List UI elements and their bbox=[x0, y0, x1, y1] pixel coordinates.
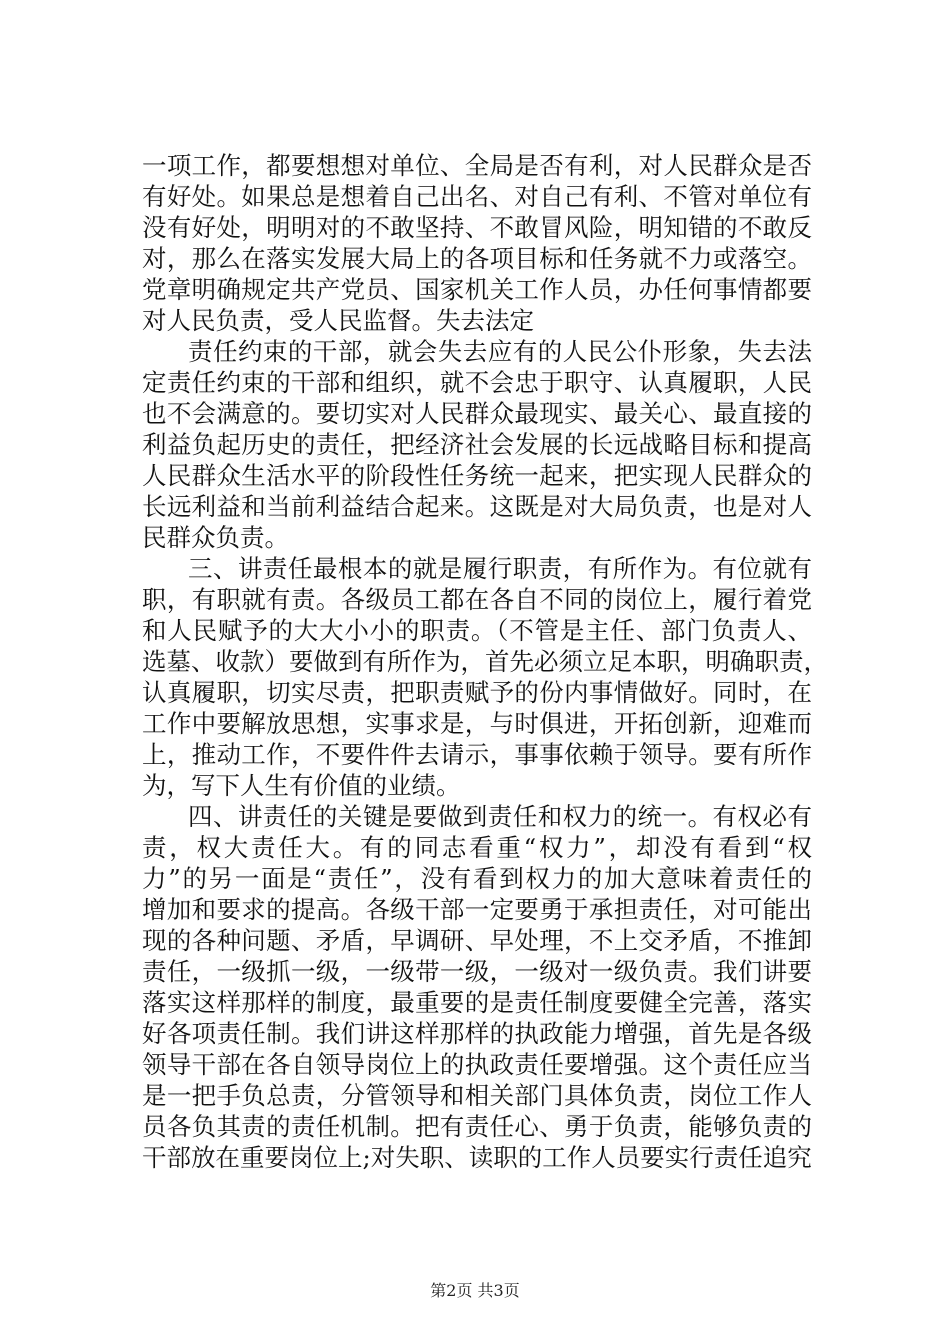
text-line: 好各项责任制。我们讲这样那样的执政能力增强，首先是各级 bbox=[142, 1019, 812, 1048]
text-line: 对，那么在落实发展大局上的各项目标和任务就不力或落空。 bbox=[142, 244, 812, 273]
text-line: 和人民赋予的大大小小的职责。（不管是主任、部门负责人、 bbox=[142, 616, 812, 645]
paragraph bbox=[142, 150, 812, 336]
text-line: 上，推动工作，不要件件去请示，事事依赖于领导。要有所作 bbox=[142, 740, 812, 769]
text-line: 干部放在重要岗位上;对失职、读职的工作人员要实行责任追究 bbox=[142, 1143, 812, 1172]
text-line: 选墓、收款）要做到有所作为，首先必须立足本职，明确职责， bbox=[142, 647, 828, 676]
paragraph bbox=[142, 553, 828, 801]
text-line: 职，有职就有责。各级员工都在各自不同的岗位上，履行着党 bbox=[142, 585, 812, 614]
text-line: 利益负起历史的责任，把经济社会发展的长远战略目标和提高 bbox=[142, 430, 812, 459]
text-line: 增加和要求的提高。各级干部一定要勇于承担责任，对可能出 bbox=[142, 895, 812, 924]
paragraph bbox=[142, 801, 812, 1173]
text-line: 认真履职，切实尽责，把职责赋予的份内事情做好。同时，在 bbox=[142, 678, 812, 707]
text-line: 四、讲责任的关键是要做到责任和权力的统一。有权必有 bbox=[188, 802, 812, 831]
text-line: 是一把手负总责，分管领导和相关部门具体负责，岗位工作人 bbox=[142, 1081, 812, 1110]
text-line: 工作中要解放思想，实事求是，与时俱进，开拓创新，迎难而 bbox=[142, 709, 812, 738]
text-line: 党章明确规定共产党员、国家机关工作人员，办任何事情都要 bbox=[142, 275, 812, 304]
text-line: 没有好处，明明对的不敢坚持、不敢冒风险，明知错的不敢反 bbox=[142, 213, 812, 242]
text-line: 一项工作，都要想想对单位、全局是否有利，对人民群众是否 bbox=[142, 151, 812, 180]
text-line: 落实这样那样的制度，最重要的是责任制度要健全完善，落实 bbox=[142, 988, 812, 1017]
text-line: 现的各种问题、矛盾，早调研、早处理，不上交矛盾，不推卸 bbox=[142, 926, 812, 955]
text-line: 人民群众生活水平的阶段性任务统一起来，把实现人民群众的 bbox=[142, 461, 812, 490]
text-line: 对人民负责，受人民监督。失去法定 bbox=[142, 306, 534, 335]
text-line: 长远利益和当前利益结合起来。这既是对大局负责，也是对人 bbox=[142, 492, 812, 521]
text-line: 为，写下人生有价值的业绩。 bbox=[142, 771, 461, 800]
document-body bbox=[142, 150, 828, 1173]
text-line: 有好处。如果总是想着自己出名、对自己有利、不管对单位有 bbox=[142, 182, 812, 211]
text-line: 员各负其责的责任机制。把有责任心、勇于负责，能够负责的 bbox=[142, 1112, 812, 1141]
text-line: 领导干部在各自领导岗位上的执政责任要增强。这个责任应当 bbox=[142, 1050, 812, 1079]
text-line: 民群众负责。 bbox=[142, 523, 289, 552]
paragraph bbox=[142, 336, 812, 553]
text-line: 责，权大责任大。有的同志看重“权力”，却没有看到“权 bbox=[142, 833, 812, 862]
text-line: 定责任约束的干部和组织，就不会忠于职守、认真履职，人民 bbox=[142, 368, 812, 397]
text-line: 责任，一级抓一级，一级带一级，一级对一级负责。我们讲要 bbox=[142, 957, 812, 986]
text-line: 力”的另一面是“责任”，没有看到权力的加大意味着责任的 bbox=[142, 864, 812, 893]
page-footer: 第2页 共3页 bbox=[430, 1281, 520, 1300]
text-line: 三、讲责任最根本的就是履行职责，有所作为。有位就有 bbox=[188, 554, 812, 583]
text-line: 责任约束的干部，就会失去应有的人民公仆形象，失去法 bbox=[188, 337, 812, 366]
text-line: 也不会满意的。要切实对人民群众最现实、最关心、最直接的 bbox=[142, 399, 812, 428]
